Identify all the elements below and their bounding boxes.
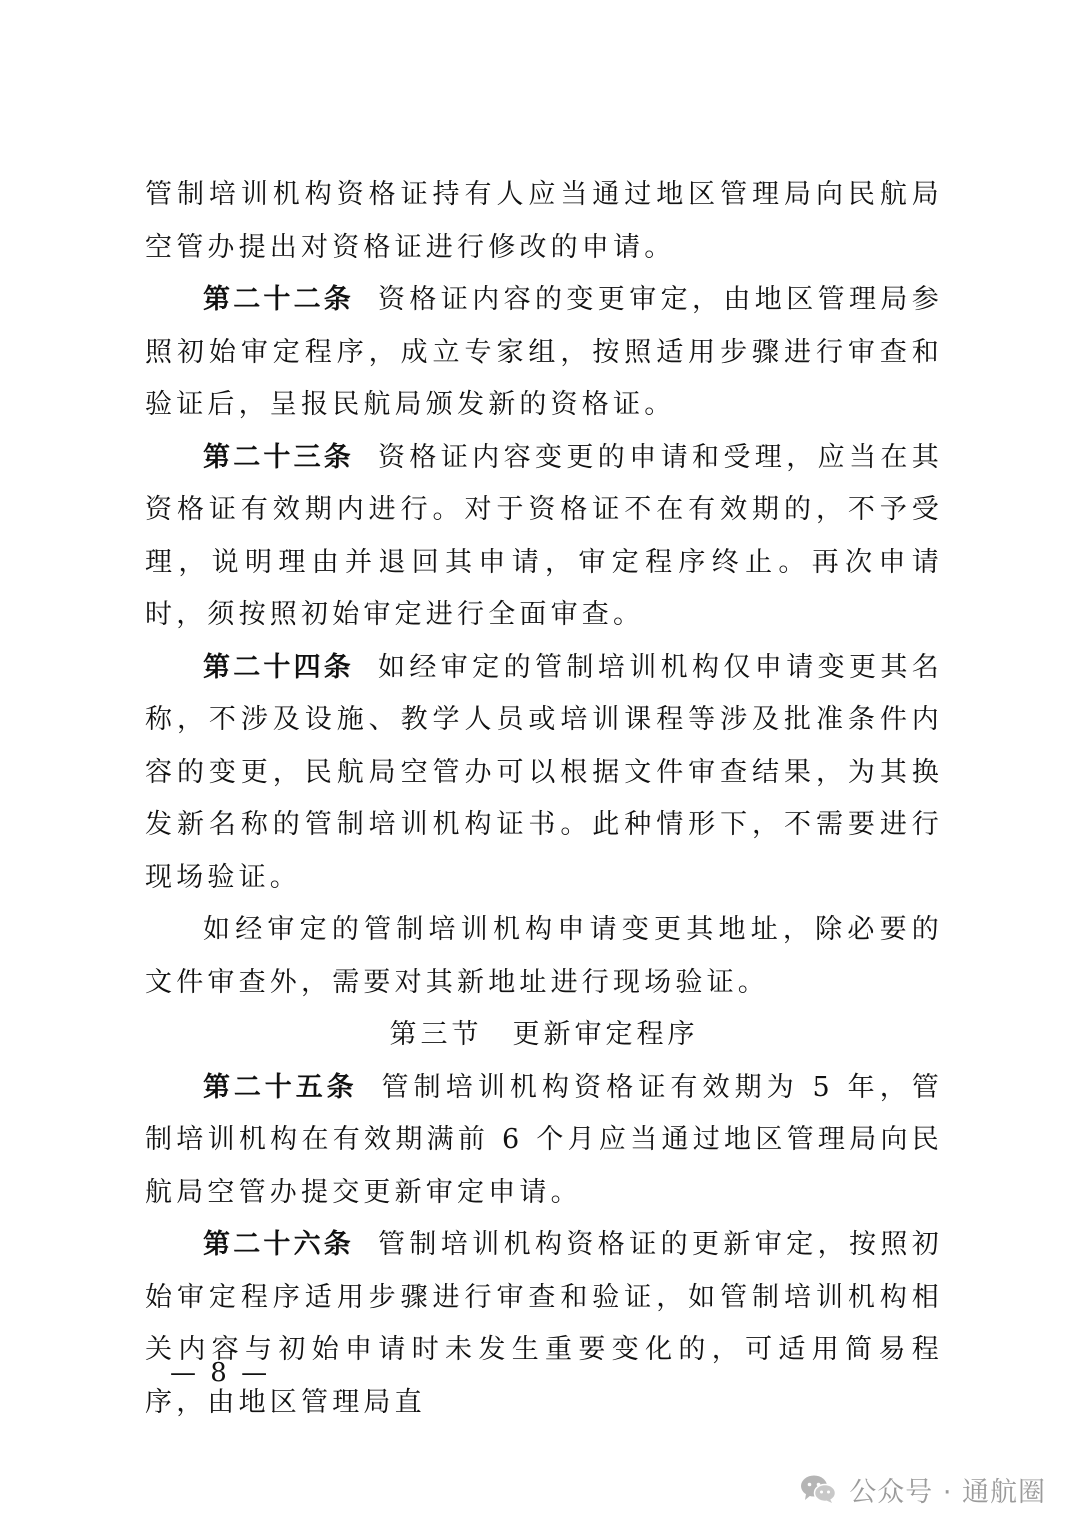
article-24-clause-2 [145,904,943,1009]
article-24 [145,642,943,905]
article-22 [145,274,943,432]
article-number: 第二十五条 [203,1071,358,1103]
paragraph-text: 资格证内容的变更审定，由地区管理局参照初始审定程序，成立专家组，按照适用步骤进行审查和验证后，呈报民航局颁发新的资格证。 [145,284,943,420]
section-heading [145,1009,943,1062]
section-number: 第三节 [389,1019,483,1050]
article-number: 第二十二条 [203,284,354,315]
paragraph-continuation [145,169,943,274]
page-number: — 8 — [170,1358,271,1388]
article-number: 第二十三条 [203,441,354,473]
document-body [145,169,943,1429]
article-number: 第二十四条 [203,651,354,683]
wechat-icon [799,1474,837,1504]
paragraph-text: 如经审定的管制培训机构申请变更其地址，除必要的文件审查外，需要对其新地址进行现场验证。 [145,914,943,998]
paragraph-text: 管制培训机构资格证持有人应当通过地区管理局向民航局空管办提出对资格证进行修改的申请。 [145,179,943,263]
paragraph-text: 资格证内容变更的申请和受理，应当在其资格证有效期内进行。对于资格证不在有效期的，不予受理，说明理由并退回其申请，审定程序终止。再次申请时，须按照初始审定进行全面审查。 [145,441,943,630]
article-number: 第二十六条 [203,1229,354,1260]
article-26 [145,1219,943,1429]
watermark [799,1467,1046,1511]
watermark-text: 公众号 · 通航圈 [849,1476,1046,1508]
article-25 [145,1062,943,1220]
article-23 [145,432,943,642]
paragraph-text: 管制培训机构资格证有效期为 5 年，管制培训机构在有效期满前 6 个月应当通过地区管理局向民航局空管办提交更新审定申请。 [145,1071,943,1208]
section-title: 更新审定程序 [512,1019,699,1050]
paragraph-text: 如经审定的管制培训机构仅申请变更其名称，不涉及设施、教学人员或培训课程等涉及批准条件内容的变更，民航局空管办可以根据文件审查结果，为其换发新名称的管制培训机构证书。此种情形下，不需要进行现场验证。 [145,651,943,893]
paragraph-text: 管制培训机构资格证的更新审定，按照初始审定程序适用步骤进行审查和验证，如管制培训机构相关内容与初始申请时未发生重要变化的，可适用简易程序，由地区管理局直 [145,1229,943,1418]
